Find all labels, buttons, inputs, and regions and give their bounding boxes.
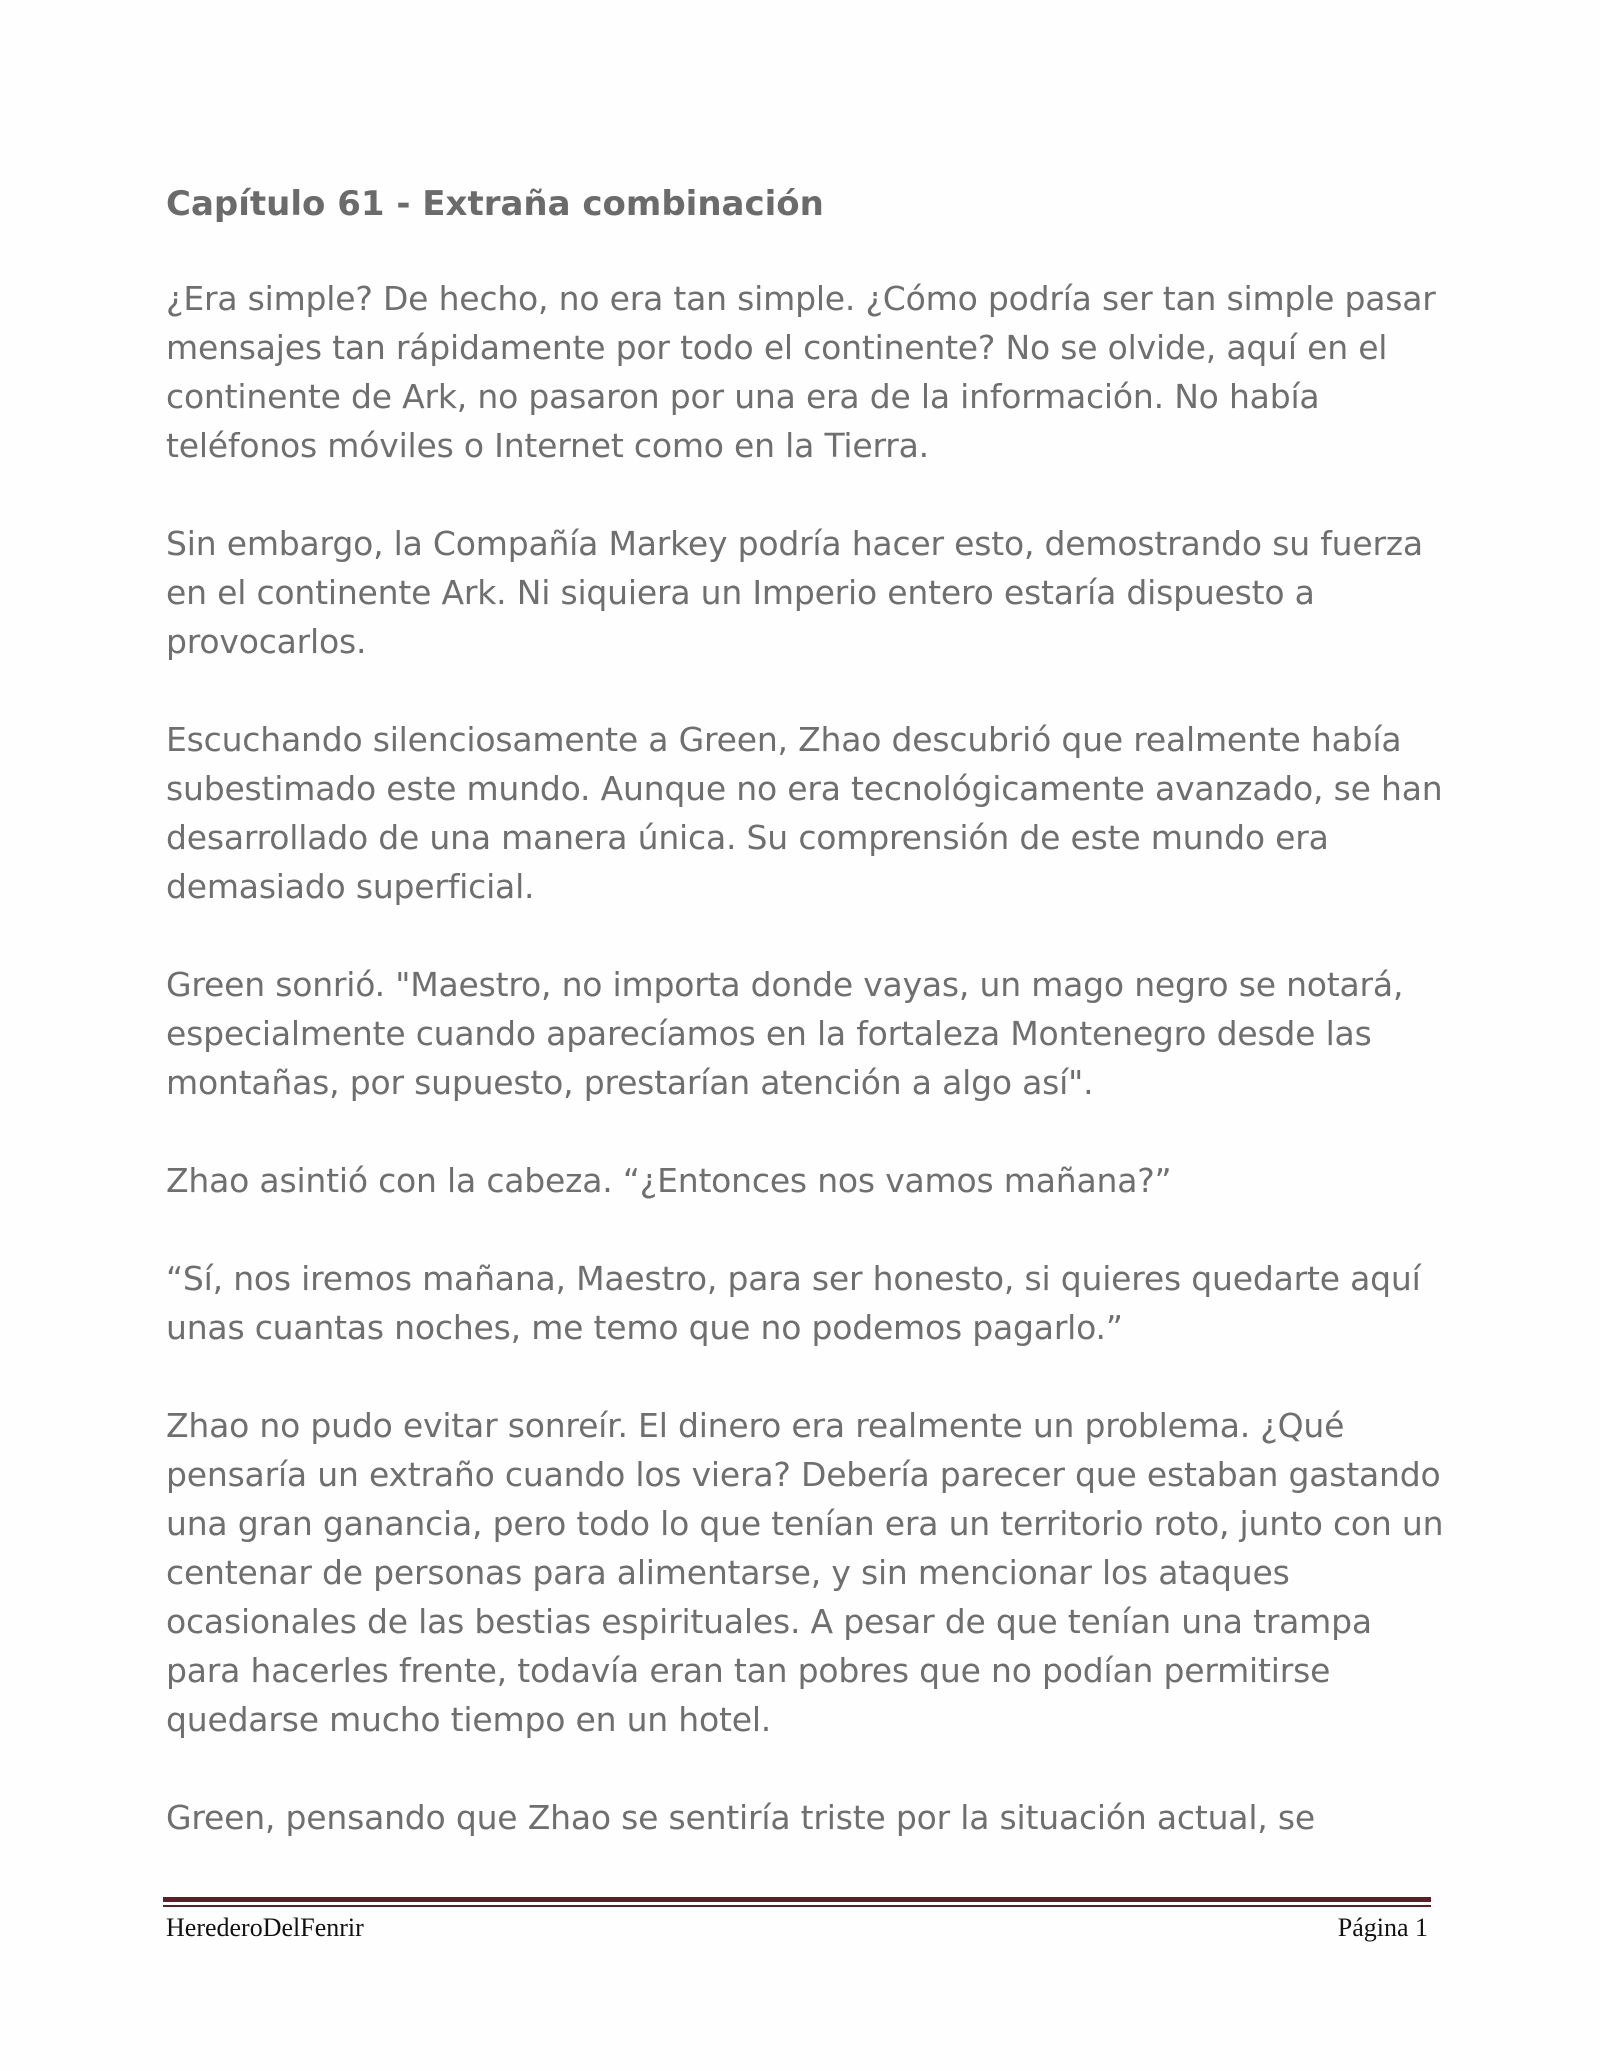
page-content xyxy=(166,176,1446,1842)
paragraph-3: Escuchando silenciosamente a Green, Zhao descubrió que realmente había subestimado este mundo. Aunque no era tecnológicamente avanzado, se han desarrollado de una manera única. Su comprensión de este mundo era demasiado superficial. xyxy=(166,720,1443,906)
footer-author: HerederoDelFenrir xyxy=(166,1913,364,1942)
paragraph-1: ¿Era simple? De hecho, no era tan simple. ¿Cómo podría ser tan simple pasar mensajes tan rápidamente por todo el continente? No se olvide, aquí en el continente de Ark, no pasaron por una era de la información. No había teléfonos móviles o Internet como en la Tierra. xyxy=(166,279,1436,465)
footer-page-number: Página 1 xyxy=(1337,1913,1428,1942)
paragraph-2: Sin embargo, la Compañía Markey podría hacer esto, demostrando su fuerza en el continente Ark. Ni siquiera un Imperio entero estaría dispuesto a provocarlos. xyxy=(166,524,1423,661)
footer-divider xyxy=(163,1897,1431,1907)
paragraph-6: “Sí, nos iremos mañana, Maestro, para ser honesto, si quieres quedarte aquí unas cuantas noches, me temo que no podemos pagarlo.” xyxy=(166,1259,1421,1347)
paragraph-7: Zhao no pudo evitar sonreír. El dinero era realmente un problema. ¿Qué pensaría un extraño cuando los viera? Debería parecer que estaban gastando una gran ganancia, pero todo lo que tenían era un territorio roto, junto con un centenar de personas para alimentarse, y sin mencionar los ataques ocasionales de las bestias espirituales. A pesar de que tenían una trampa para hacerles frente, todavía eran tan pobres que no podían permitirse quedarse mucho tiempo en un hotel. xyxy=(166,1406,1444,1739)
paragraph-5: Zhao asintió con la cabeza. “¿Entonces nos vamos mañana?” xyxy=(166,1161,1172,1200)
page-footer xyxy=(166,1913,1428,1943)
paragraph-8: Green, pensando que Zhao se sentiría triste por la situación actual, se xyxy=(166,1798,1315,1837)
chapter-title: Capítulo 61 - Extraña combinación xyxy=(166,184,824,224)
footer-divider-thin-line xyxy=(163,1905,1431,1907)
paragraph-4: Green sonrió. "Maestro, no importa donde vayas, un mago negro se notará, especialmente cuando aparecíamos en la fortaleza Montenegro desde las montañas, por supuesto, prestarían atención a algo así". xyxy=(166,965,1404,1102)
